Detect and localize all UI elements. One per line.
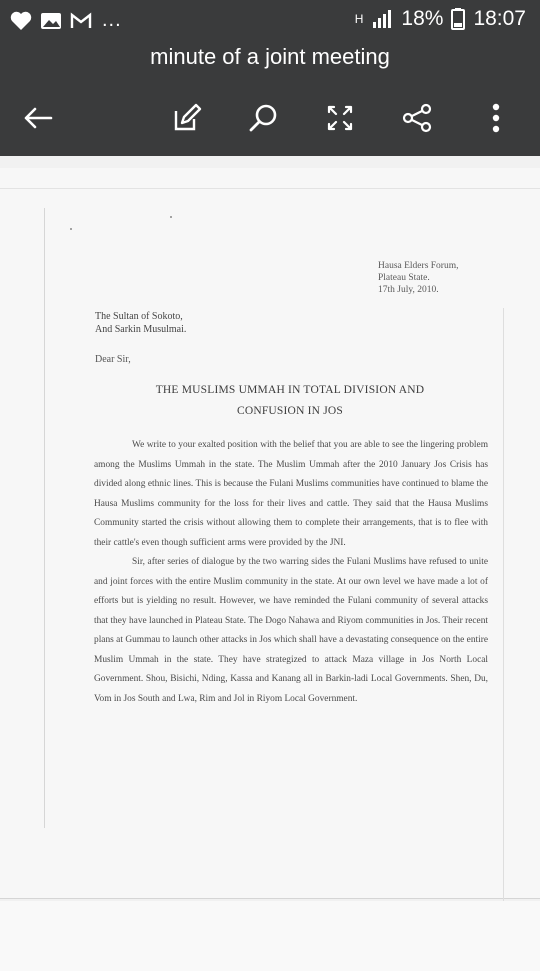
document-title: minute of a joint meeting xyxy=(150,44,390,69)
heading-line: THE MUSLIMS UMMAH IN TOTAL DIVISION AND xyxy=(155,384,425,396)
scan-speck xyxy=(170,216,172,218)
share-icon xyxy=(402,103,432,133)
scan-margin-line xyxy=(503,308,504,908)
recipient-line: And Sarkin Musulmai. xyxy=(95,324,187,335)
recipient-block xyxy=(95,310,186,336)
heading-line: CONFUSION IN JOS xyxy=(236,405,344,417)
back-arrow-icon xyxy=(23,106,53,130)
status-bar xyxy=(0,0,540,44)
edit-button[interactable] xyxy=(165,96,209,140)
more-options-button[interactable] xyxy=(474,96,518,140)
letter-body xyxy=(94,436,488,709)
scan-edge-line xyxy=(0,188,540,189)
fullscreen-button[interactable] xyxy=(318,96,362,140)
paragraph: We write to your exalted position with the belief that you are able to see the lingering problem among the Muslims Ummah in the state. The Muslim Ummah after the 2010 January Jos Crisis has divided along ethnic lines. This is because the Fulani Muslims communities have continued to blame the Hausa Muslims community for the loss for their lives and cattle. They said that the Hausa Muslims Community started the crisis without allowing them to complete their arrangements, that is to flee with their cattle's even though sufficient arms were provided by the JNI. xyxy=(94,440,488,548)
more-notifications-indicator: ... xyxy=(102,9,122,31)
scan-margin-line xyxy=(44,208,45,828)
recipient-line: The Sultan of Sokoto, xyxy=(95,311,183,322)
gmail-icon xyxy=(70,11,92,31)
document-page xyxy=(0,168,540,899)
letter-heading xyxy=(120,380,460,422)
search-icon xyxy=(249,103,279,133)
battery-icon xyxy=(451,8,465,30)
sender-address xyxy=(378,260,458,296)
clock: 18:07 xyxy=(473,7,526,30)
salutation: Dear Sir, xyxy=(95,354,131,365)
sender-line: Plateau State. xyxy=(378,273,430,283)
battery-percent: 18% xyxy=(401,7,444,30)
edit-icon xyxy=(172,103,202,133)
heart-icon xyxy=(10,11,32,31)
next-page-preview xyxy=(0,901,540,971)
toolbar xyxy=(0,92,540,148)
app-header xyxy=(0,0,540,156)
share-button[interactable] xyxy=(395,96,439,140)
paragraph: Sir, after series of dialogue by the two warring sides the Fulani Muslims have refused to unite and joint forces with the entire Muslim community in the state. At our own level we have made a lot of efforts but is yielding no result. However, we have reminded the Fulani community of several attacks that they have launched in Plateau State. The Dogo Nahawa and Riyom communities in Jos. Their recent plans at Gummau to launch other attacks in Jos which shall have a devastating consequence on the entire Muslim Ummah in the state. They have strategized to attack Maza village in Jos North Local Government. Shou, Bisichi, Nding, Kassa and Kanang all in Barkin-ladi Local Governments. Shen, Du, Vom in Jos South and Lwa, Rim and Jol in Riyom Local Government. xyxy=(94,557,488,704)
network-type-label: H xyxy=(354,12,364,26)
letter-date: 17th July, 2010. xyxy=(378,285,439,295)
search-button[interactable] xyxy=(242,96,286,140)
gallery-icon xyxy=(40,11,62,31)
sender-line: Hausa Elders Forum, xyxy=(378,261,459,271)
fullscreen-icon xyxy=(326,104,354,132)
more-icon xyxy=(492,103,500,133)
back-button[interactable] xyxy=(16,96,60,140)
signal-icon xyxy=(371,9,393,29)
document-viewer[interactable] xyxy=(0,156,540,960)
scan-speck xyxy=(70,228,72,230)
